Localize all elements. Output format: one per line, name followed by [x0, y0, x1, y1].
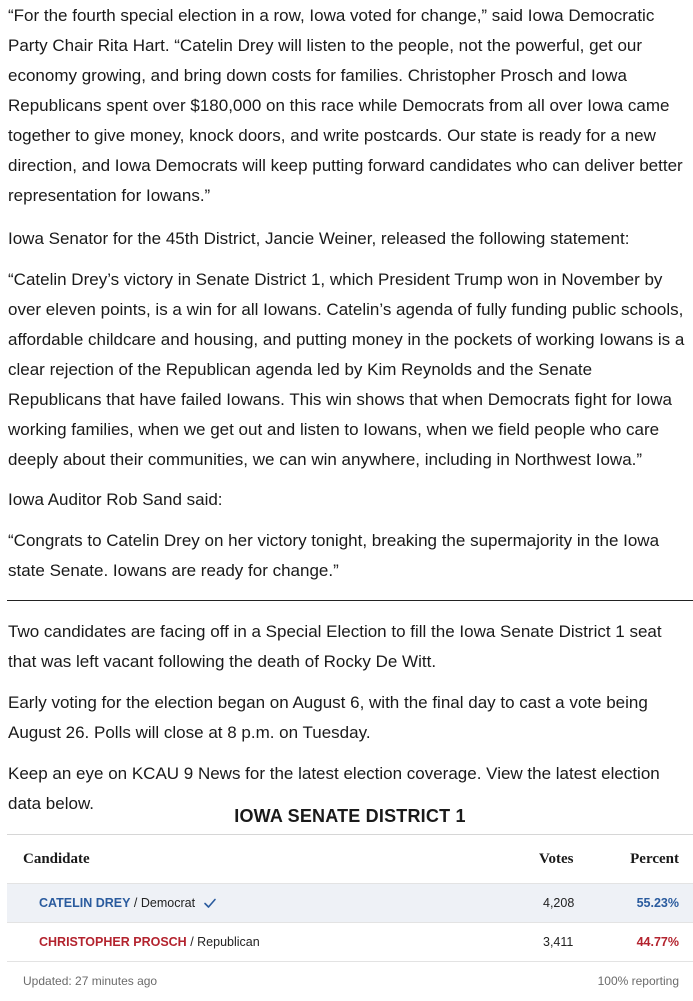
early-voting-info: Early voting for the election began on August 6, with the final day to cast a vote being August 26. Polls will close at 8 p.m. on Tuesday.: [8, 693, 648, 742]
table-row: [7, 922, 693, 961]
results-table: [7, 834, 693, 1000]
table-header-row: [7, 835, 693, 883]
quote-rob-sand: “Congrats to Catelin Drey on her victory tonight, breaking the supermajority in the Iowa state Senate. Iowans are ready for change.”: [8, 531, 660, 580]
candidate-name: CATELIN DREY: [39, 896, 131, 910]
results-footer: [7, 961, 693, 1000]
column-header-percent: Percent: [630, 851, 679, 867]
quote-rita-hart: “For the fourth special election in a row, Iowa voted for change,” said Iowa Democratic Party Chair Rita Hart. “Catelin Drey will listen to the people, not the powerful, get our economy growing, and bring down costs for families. Christopher Prosch and Iowa Republicans spent over $180,000 on this race while Democrats from all over Iowa came together to give money, knock doors, and write postcards. Our state is ready for a new direction, and Iowa Democrats will keep putting forward candidates who can deliver better representation for Iowans.”: [8, 6, 683, 205]
coverage-note: Keep an eye on KCAU 9 News for the latest election coverage. View the latest election data below.: [8, 764, 660, 813]
reporting-status: 100% reporting: [597, 974, 679, 988]
results-title: IOWA SENATE DISTRICT 1: [234, 806, 466, 826]
table-row: [7, 883, 693, 922]
vote-count: 4,208: [543, 896, 575, 910]
vote-percent: 44.77%: [636, 935, 679, 949]
intro-rob-sand: Iowa Auditor Rob Sand said:: [8, 490, 223, 509]
updated-time: Updated: 27 minutes ago: [23, 974, 158, 988]
candidate-party: / Democrat: [130, 896, 196, 910]
article-body: [0, 1, 693, 586]
vote-count: 3,411: [543, 935, 574, 949]
intro-jancie-weiner: Iowa Senator for the 45th District, Jancie Weiner, released the following statement:: [8, 229, 630, 248]
quote-jancie-weiner: “Catelin Drey’s victory in Senate District 1, which President Trump won in November by over eleven points, is a win for all Iowans. Catelin’s agenda of fully funding public schools, affordable childcare and housing, and putting money in the pockets of working Iowans is a clear rejection of the Republican agenda led by Kim Reynolds and the Senate Republicans that have failed Iowans. This win shows that when Democrats fight for Iowa working families, when we get out and listen to Iowans, when we field people who care deeply about their communities, we can win anywhere, including in Northwest Iowa.”: [8, 270, 685, 469]
column-header-votes: Votes: [539, 851, 574, 867]
election-results-widget: [7, 798, 693, 1000]
candidate-cell: [39, 884, 195, 922]
checkmark-icon: [203, 896, 217, 910]
article-body-continued: [0, 617, 693, 819]
vote-percent: 55.23%: [636, 896, 679, 910]
candidate-party: / Republican: [186, 935, 260, 949]
section-divider: [7, 600, 693, 601]
column-header-candidate: Candidate: [23, 851, 90, 867]
election-summary: Two candidates are facing off in a Special Election to fill the Iowa Senate District 1 seat that was left vacant following the death of Rocky De Witt.: [8, 622, 662, 671]
candidate-name: CHRISTOPHER PROSCH: [39, 935, 187, 949]
candidate-cell: [39, 923, 260, 961]
